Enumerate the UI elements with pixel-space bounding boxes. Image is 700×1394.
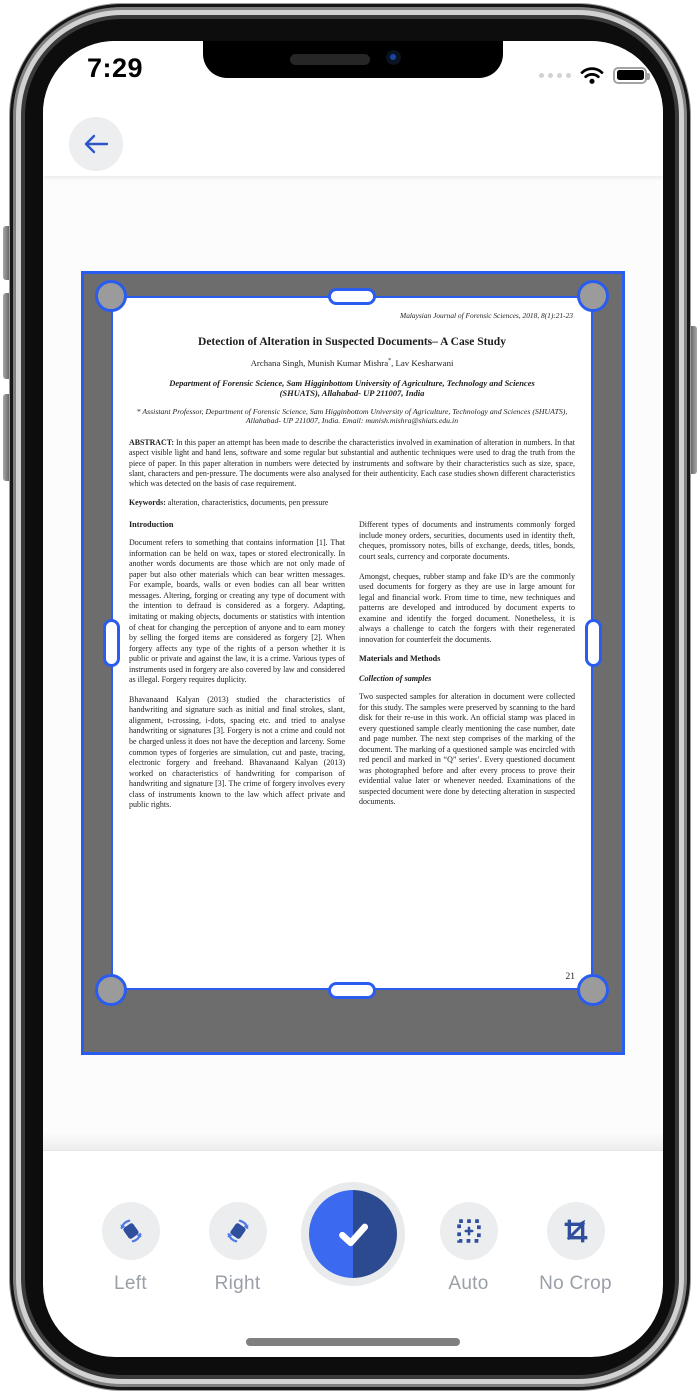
crop-bounds[interactable]: [81, 271, 625, 1055]
no-crop-label: No Crop: [539, 1273, 612, 1294]
rotate-right-button[interactable]: [184, 1202, 291, 1295]
paragraph: Document refers to something that contains information [1]. That information can be held on wax, tapes or stored electronically. In another words documents are those which are not only made of paper but also other materials which can bear written messages. For example, boards, walls or even bodies can all bear written messages. Altering, forging or creating any type of document with the intention to defraud is considered as a forgery. Adapting, imitating or making objects, documents or statistics with intention of cheat for changing the perception of anyone and to earn money by selling the forged items are considered as forgery [2]. When forgery affects any type of the rights of a person whether it is public or private and against the law, it is a crime. Various types of instruments used in forgery are also covered by law and considered as illegal. Forgery requires duplicity.: [129, 538, 345, 685]
auto-detect-icon: [453, 1215, 485, 1247]
scanned-document: [111, 296, 593, 990]
bottom-toolbar: [43, 1176, 663, 1346]
paper-affiliation: Department of Forensic Science, Sam Higginbottom University of Agriculture, Technology and Sciences (SHUATS), Allahabad- UP 211007, India: [169, 378, 535, 398]
page-number: 21: [565, 972, 575, 982]
rotate-right-icon: [222, 1215, 254, 1247]
paragraph: Amongst, cheques, rubber stamp and fake ID’s are the commonly used documents for forgery as they are use in large amount for legal and financial work. From time to time, new techniques and patterns are developed and introduced by document experts to examine and identify the forged document. Nonetheless, it is always a challenge to catch the forgers with their regenerated innovation for counterfeit the documents.: [359, 571, 575, 644]
paragraph: Bhavanaand Kalyan (2013) studied the characteristics of handwriting and signature such as initial and final strokes, slant, alignment, t-crossing, i-dots, spacing etc. and tried to analyse handwriting or signatures [3]. Forgery is not a crime and could not be charged unless it does not have the deception and larceny. Some common types of forgeries are simulation, cut and paste, tracing, electronic forgery and freehand. Bhavanaand Kalyan (2013) worked on characteristics of handwriting for comparison of handwriting and signature [3]. The crime of forgery involves every class of instruments known to the law which affect private and public rights.: [129, 694, 345, 810]
cellular-dots-icon: [539, 73, 571, 78]
paper-left-column: [129, 520, 345, 820]
rotate-left-label: Left: [114, 1273, 147, 1294]
section-heading-materials: Materials and Methods: [359, 654, 441, 664]
home-indicator: [246, 1338, 460, 1346]
no-crop-icon: [560, 1215, 592, 1247]
crop-handle-left-edge[interactable]: [103, 619, 120, 667]
paper-right-column: [359, 520, 575, 820]
no-crop-button[interactable]: [522, 1202, 629, 1295]
crop-handle-top-left[interactable]: [95, 280, 127, 312]
rotate-left-button[interactable]: [77, 1202, 184, 1295]
paper-content: [113, 298, 591, 988]
section-heading-introduction: Introduction: [129, 520, 174, 530]
crop-handle-top-edge[interactable]: [328, 288, 376, 305]
wifi-icon: [579, 65, 605, 85]
phone-frame: [10, 4, 690, 1390]
rotate-right-label: Right: [214, 1273, 261, 1294]
subsection-heading-collection: Collection of samples: [359, 674, 432, 684]
journal-header: Malaysian Journal of Forensic Sciences, 2018, 8(1):21-23: [400, 311, 573, 320]
paper-authors: Archana Singh, Munish Kumar Mishra*, Lav Kesharwani: [250, 358, 454, 368]
status-bar-time: 7:29: [87, 53, 144, 83]
auto-crop-button[interactable]: [415, 1202, 522, 1295]
paper-footnote: * Assistant Professor, Department of Forensic Science, Sam Higginbottom University of Agriculture, Technology and Sciences (SHUATS), Allahabad- UP 211007, India. Email: munish.mishra@shiats.edu.in: [136, 407, 568, 425]
confirm-crop-button[interactable]: [291, 1182, 415, 1286]
paper-keywords: Keywords: alteration, characteristics, documents, pen pressure: [129, 498, 329, 508]
phone-screen: [43, 41, 663, 1357]
crop-handle-bottom-right[interactable]: [577, 974, 609, 1006]
back-arrow-icon: [82, 133, 110, 155]
paragraph: Two suspected samples for alteration in document were collected for this study. The samples were preserved by scanning to the hard disk for their re-use in this work. An official stamp was placed in every questioned sample clearly mentioning the case number, date and page number. The next step comprises of the marking of the document. The marking of a questioned sample was encircled with red pencil and marked in “Q” series’. Every questioned document was photographed before and after every process to prove their evidential value later or whenever needed. Examinations of the suspected document were done by detecting alteration in suspected documents.: [359, 692, 575, 807]
crop-handle-top-right[interactable]: [577, 280, 609, 312]
paper-title: Detection of Alteration in Suspected Documents– A Case Study: [198, 336, 506, 348]
confirm-check-icon: [327, 1208, 379, 1260]
back-button[interactable]: [69, 117, 123, 171]
front-camera: [386, 50, 401, 65]
crop-preview-area: [43, 176, 663, 1151]
speaker-grille: [290, 54, 370, 65]
paragraph: Different types of documents and instruments commonly forged include money orders, securities, documents used in identity theft, cheques, promissory notes, bills of exchange, deeds, titles, bonds, court seals, currency and corporate documents.: [359, 520, 575, 561]
rotate-left-icon: [115, 1215, 147, 1247]
auto-crop-label: Auto: [448, 1273, 489, 1294]
status-bar-icons: [539, 65, 647, 85]
paper-abstract: ABSTRACT: In this paper an attempt has been made to describe the characteristics involved in examination of alteration in numbers. In that aspect visible light and hand lens, software and some regular but substantial and authentic techniques were used to drag the truth from the piece of paper. In this paper alteration in numbers were detected by instruments and software by their characteristics such as size, space, slant, characters and pen-pressure. The documents were also analysed for their authenticity. Each case studies shown different characteristics which was detected on the basis of case requirement.: [129, 438, 575, 489]
crop-handle-right-edge[interactable]: [585, 619, 602, 667]
notch: [203, 41, 503, 78]
crop-handle-bottom-edge[interactable]: [328, 982, 376, 999]
battery-icon: [613, 67, 647, 84]
crop-handle-bottom-left[interactable]: [95, 974, 127, 1006]
paper-columns: [113, 520, 591, 820]
